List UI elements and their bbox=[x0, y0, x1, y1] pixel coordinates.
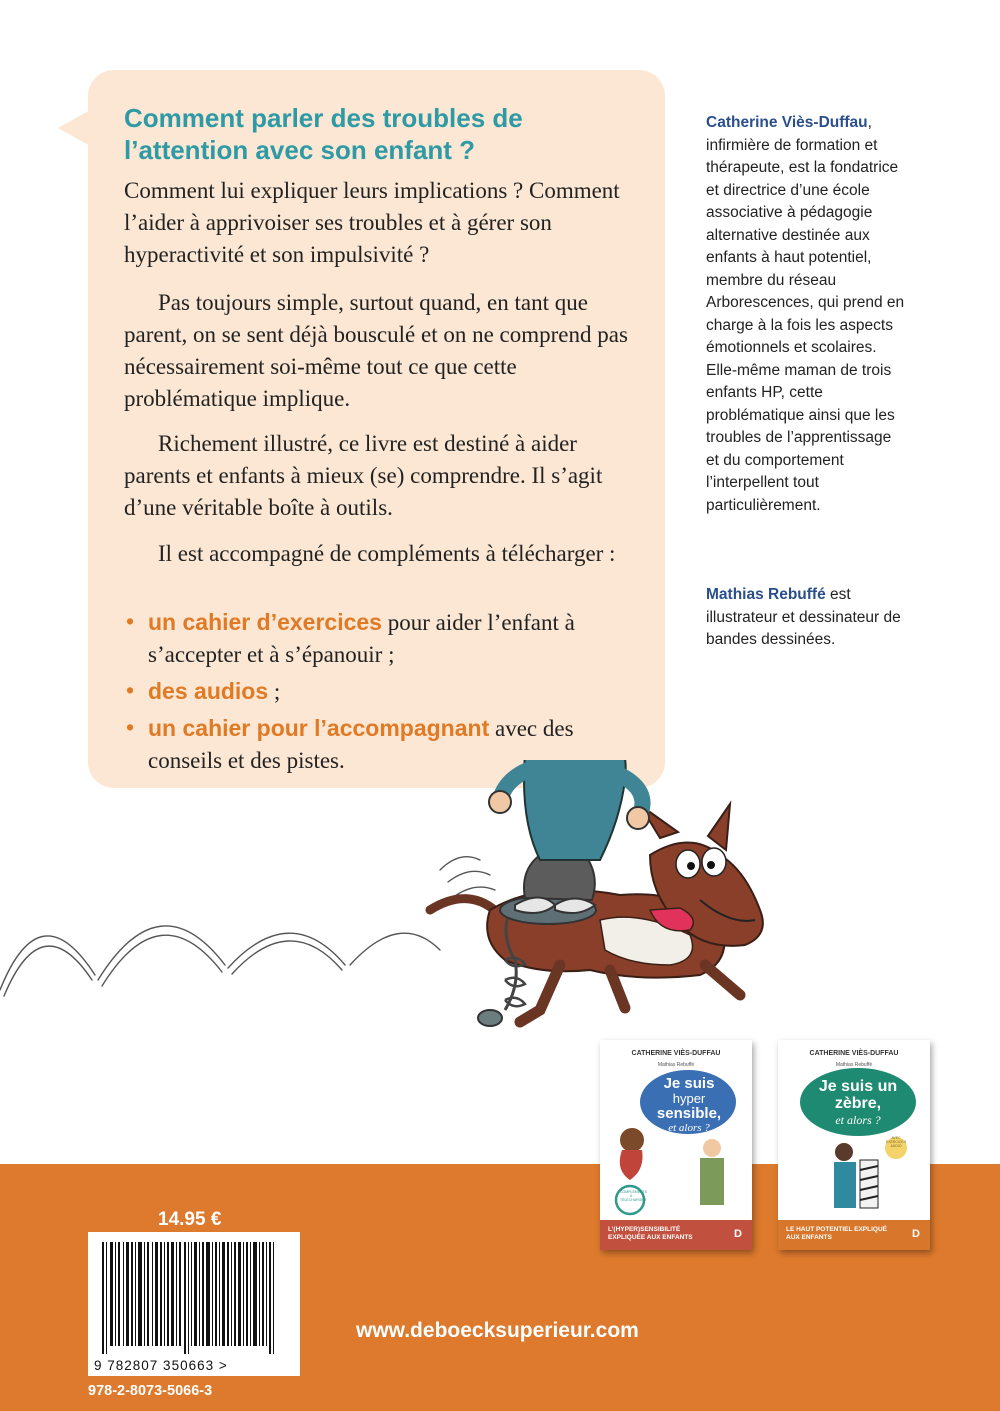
book-title-line: zèbre, bbox=[834, 1095, 882, 1112]
related-book-zebre[interactable] bbox=[778, 1040, 930, 1250]
motion-arcs bbox=[0, 857, 495, 996]
isbn: 978-2-8073-5066-3 bbox=[88, 1383, 213, 1399]
blurb-paragraph-1: Comment lui expliquer leurs implications ? Comment l’aider à apprivoiser ses troubles et à gérer son hyperactivité et son impulsivité ? bbox=[124, 178, 620, 267]
book-band-text: LE HAUT POTENTIEL EXPLIQUÉ AUX ENFANTS bbox=[786, 1226, 888, 1241]
author-name-2: Mathias Rebuffé bbox=[706, 586, 826, 603]
list-item-highlight: des audios bbox=[148, 678, 269, 704]
book-badge: COMPLÉMENTS À TÉLÉCHARGER bbox=[620, 1190, 648, 1202]
list-item bbox=[124, 606, 644, 671]
barcode-digits: 9 782807 350663 > bbox=[94, 1358, 228, 1373]
blurb-paragraph-3: Richement illustré, ce livre est destiné à aider parents et enfants à mieux (se) comprendre. Il s’agit d’une véritable boîte à outils. bbox=[124, 431, 603, 520]
supplement-list bbox=[124, 606, 644, 781]
book-title-line: et alors ? bbox=[835, 1113, 881, 1127]
book-band-text: L’(HYPER)SENSIBILITÉ EXPLIQUÉE AUX ENFANTS bbox=[608, 1226, 693, 1241]
list-item-text: avec des conseils et des pistes. bbox=[148, 716, 574, 773]
book-title bbox=[644, 1076, 734, 1136]
book-author: CATHERINE VIÈS-DUFFAU bbox=[809, 1050, 899, 1057]
book-author: CATHERINE VIÈS-DUFFAU bbox=[631, 1050, 721, 1057]
related-book-hypersensible[interactable] bbox=[600, 1040, 752, 1250]
price: 14.95 € bbox=[158, 1209, 222, 1230]
publisher-website-link[interactable]: www.deboecksuperieur.com bbox=[356, 1319, 639, 1342]
book-title-line: Je suis bbox=[663, 1075, 715, 1092]
author-bio-text-1: , infirmière de formation et thérapeute, est la fondatrice et directrice d’une école associative à pédagogie alternative destinée aux enfants à haut potentiel, membre du réseau Arborescences, qui prend en charge à la fois les aspects émotionnels et scolaires. Elle-même maman de trois enfants HP, cette problématique ainsi que les troubles de l’apprentissage et du comportement l’interpellent tout particulièrement. bbox=[706, 114, 905, 514]
boy bbox=[478, 760, 649, 1026]
list-item-highlight: un cahier d’exercices bbox=[148, 609, 382, 635]
author-name-1: Catherine Viès-Duffau bbox=[706, 114, 868, 131]
book-title-line: et alors ? bbox=[668, 1122, 710, 1134]
bubble-tail bbox=[58, 110, 90, 146]
list-item bbox=[124, 675, 644, 708]
blurb-title: Comment parler des troubles de l’attention avec son enfant ? bbox=[124, 103, 523, 165]
author-bio-2 bbox=[706, 584, 906, 652]
publisher-logo-icon: D bbox=[734, 1228, 742, 1240]
book-band bbox=[600, 1220, 752, 1250]
bullet-icon: • bbox=[126, 715, 135, 740]
book-cover-art bbox=[600, 1040, 752, 1250]
list-item-text: pour aider l’enfant à s’accepter et à s’épanouir ; bbox=[148, 610, 575, 667]
publisher-logo-icon: D bbox=[912, 1228, 920, 1240]
book-title-line: Je suis un bbox=[818, 1078, 898, 1095]
book-illustrator: Mathias Rebuffé bbox=[835, 1062, 873, 1068]
book-title-line: hyper bbox=[672, 1091, 706, 1106]
blurb-paragraph-4: Il est accompagné de compléments à télécharger : bbox=[158, 541, 616, 566]
blurb-paragraph-2: Pas toujours simple, surtout quand, en tant que parent, on se sent déjà bousculé et on ne comprend pas nécessairement soi-même tout ce que cette problématique implique. bbox=[124, 290, 628, 411]
book-illustrator: Mathias Rebuffé bbox=[657, 1062, 695, 1068]
author-bio-1 bbox=[706, 112, 906, 517]
author-bio-text-2: est illustrateur et dessinateur de bandes dessinées. bbox=[706, 586, 901, 648]
bullet-icon: • bbox=[126, 678, 135, 703]
book-title-line: sensible, bbox=[656, 1105, 722, 1122]
book-badge: AVEC EXERCICES AUDIO bbox=[885, 1136, 907, 1148]
list-item-text: ; bbox=[268, 679, 281, 704]
barcode-bars bbox=[98, 1242, 290, 1354]
book-title bbox=[802, 1078, 914, 1129]
barcode bbox=[88, 1232, 300, 1376]
bullet-icon: • bbox=[126, 609, 135, 634]
list-item-highlight: un cahier pour l’accompagnant bbox=[148, 715, 490, 741]
book-band bbox=[778, 1220, 930, 1250]
